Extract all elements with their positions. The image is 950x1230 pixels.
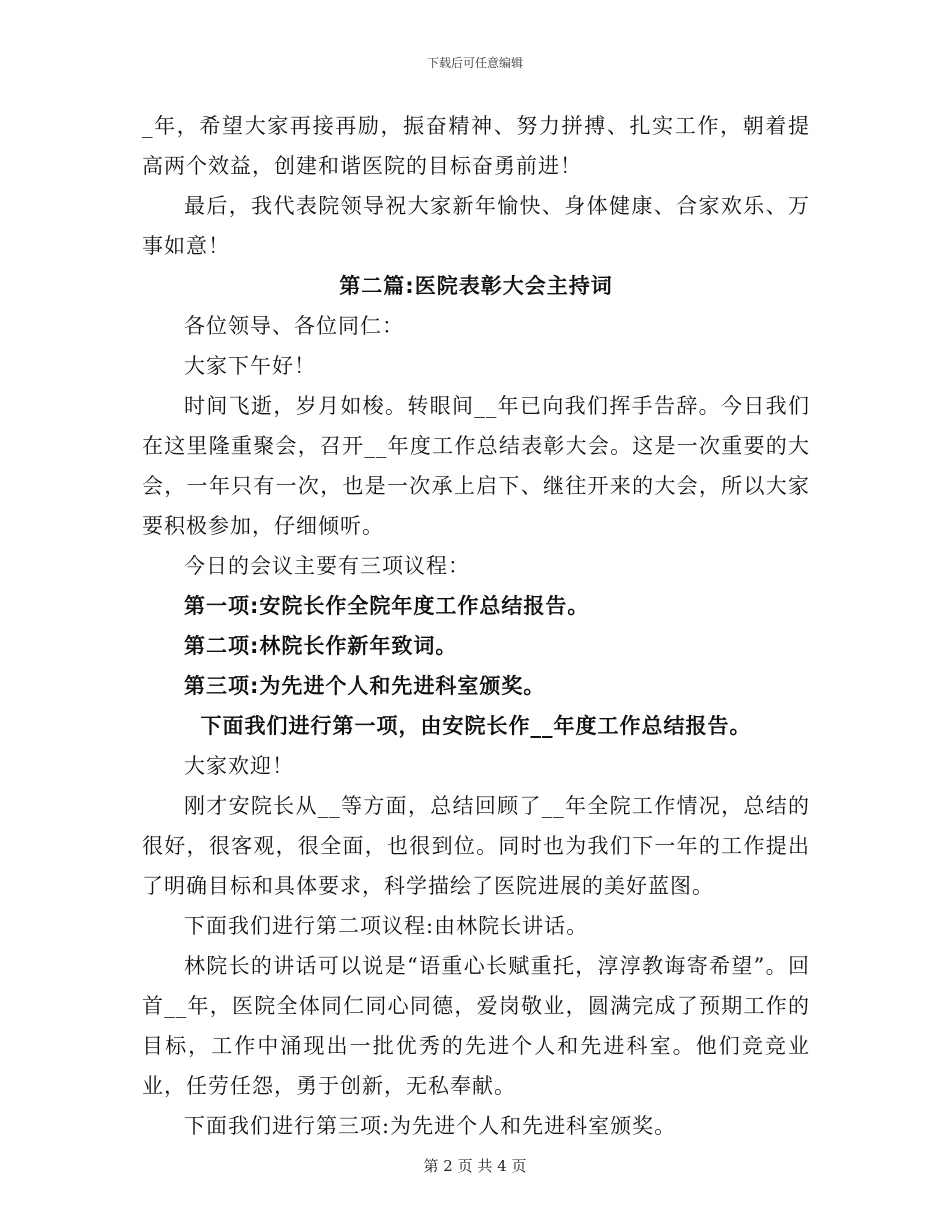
agenda-item-1: 第一项:安院长作全院年度工作总结报告。 [184,594,590,618]
agenda-item-3: 第三项:为先进个人和先进科室颁奖。 [184,674,546,698]
page-header-note: 下载后可任意编辑 [426,56,523,70]
paragraph-welcome: 大家欢迎！ [184,754,294,778]
paragraph-opening: 时间飞逝，岁月如梭。转眼间__年已向我们挥手告辞。今日我们在这里隆重聚会，召开__年度工作总结表彰大会。这是一次重要的大会，一年只有一次，也是一次承上启下、继往开来的大会，所以大家要积极参加，仔细倾听。 [142,394,810,538]
paragraph-continuation: _年，希望大家再接再励，振奋精神、努力拼搏、扎实工作，朝着提高两个效益，创建和谐医院的目标奋勇前进！ [142,114,810,178]
document-body [142,106,810,1146]
section-heading: 第二篇:医院表彰大会主持词 [339,274,613,298]
agenda-item-2: 第二项:林院长作新年致词。 [184,634,458,658]
paragraph-closing-wishes: 最后，我代表院领导祝大家新年愉快、身体健康、合家欢乐、万事如意！ [142,194,810,258]
paragraph-agenda-intro: 今日的会议主要有三项议程： [184,554,470,578]
paragraph-speech-summary: 林院长的讲话可以说是“语重心长赋重托，淳淳教诲寄希望”。回首__年，医院全体同仁同心同德，爱岗敬业，圆满完成了预期工作的目标，工作中涌现出一批优秀的先进个人和先进科室。他们竞竞业业，任劳任怨，勇于创新，无私奉献。 [142,954,810,1098]
paragraph-second-item: 下面我们进行第二项议程:由林院长讲话。 [184,914,589,938]
page-number: 第 2 页 共 4 页 [423,1157,527,1175]
paragraph-salutation: 各位领导、各位同仁： [184,314,404,338]
paragraph-review: 刚才安院长从__等方面，总结回顾了__年全院工作情况，总结的很好，很客观，很全面，也很到位。同时也为我们下一年的工作提出了明确目标和具体要求，科学描绘了医院进展的美好蓝图。 [142,794,810,898]
paragraph-third-item: 下面我们进行第三项:为先进个人和先进科室颁奖。 [184,1114,677,1138]
agenda-announcement: 下面我们进行第一项，由安院长作__年度工作总结报告。 [200,714,752,738]
paragraph-greeting: 大家下午好！ [184,354,316,378]
